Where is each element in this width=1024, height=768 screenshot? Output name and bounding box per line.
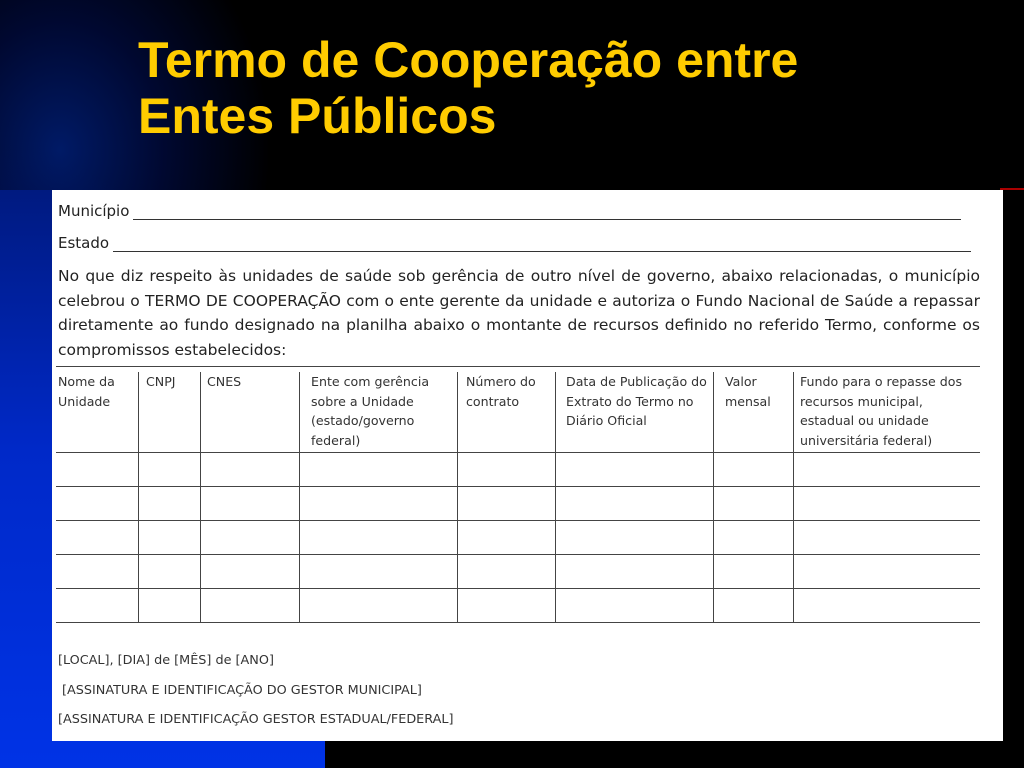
table-row-rule — [56, 554, 980, 555]
table-column-divider — [299, 372, 300, 622]
table-row-rule — [56, 486, 980, 487]
table-row-rule — [56, 588, 980, 589]
table-row-rule — [56, 520, 980, 521]
table-column-divider — [457, 372, 458, 622]
table-header-data-publicacao: Data de Publicação do Extrato do Termo no Diário Oficial — [566, 374, 707, 428]
municipio-label: Município — [58, 202, 130, 220]
table-column-divider — [713, 372, 714, 622]
table-header-cnes: CNES — [207, 374, 242, 389]
table-top-rule — [56, 366, 980, 367]
municipio-blank[interactable] — [133, 205, 961, 220]
accent-divider — [1000, 188, 1024, 190]
signature-estadual-line: [ASSINATURA E IDENTIFICAÇÃO GESTOR ESTADUAL/FEDERAL] — [58, 712, 454, 727]
table-row-rule — [56, 452, 980, 453]
table-column-divider — [793, 372, 794, 622]
table-column-divider — [555, 372, 556, 622]
date-line: [LOCAL], [DIA] de [MÊS] de [ANO] — [58, 653, 274, 668]
estado-field — [58, 234, 980, 252]
table-header-fundo: Fundo para o repasse dos recursos municipal, estadual ou unidade universitária federal) — [800, 374, 963, 448]
slide-title-line-2: Entes Públicos — [138, 88, 497, 144]
table-bottom-rule — [56, 622, 980, 623]
table-column-divider — [200, 372, 201, 622]
table-header-ente: Ente com gerência sobre a Unidade (estado/governo federal) — [311, 374, 430, 448]
slide-title — [138, 32, 998, 144]
municipio-field — [58, 202, 976, 220]
agreement-paragraph: No que diz respeito às unidades de saúde sob gerência de outro nível de governo, abaixo relacionadas, o município celebrou o TERMO DE COOPERAÇÃO com o ente gerente da unidade e autoriza o Fundo Nacional de Saúde a repassar diretamente ao fundo designado na planilha abaixo o montante de recursos definido no referido Termo, conforme os compromissos estabelecidos: — [58, 267, 980, 359]
table-header-nome: Nome da Unidade — [58, 374, 115, 409]
table-header-cnpj: CNPJ — [146, 374, 176, 389]
estado-label: Estado — [58, 234, 110, 252]
table-header-numero: Número do contrato — [466, 374, 536, 409]
cooperation-form — [52, 190, 1003, 741]
signature-municipal-line: [ASSINATURA E IDENTIFICAÇÃO DO GESTOR MUNICIPAL] — [62, 683, 422, 698]
table-header-valor: Valor mensal — [725, 374, 771, 409]
table-column-divider — [138, 372, 139, 622]
slide-title-line-1: Termo de Cooperação entre — [138, 32, 799, 88]
estado-blank[interactable] — [113, 237, 971, 252]
